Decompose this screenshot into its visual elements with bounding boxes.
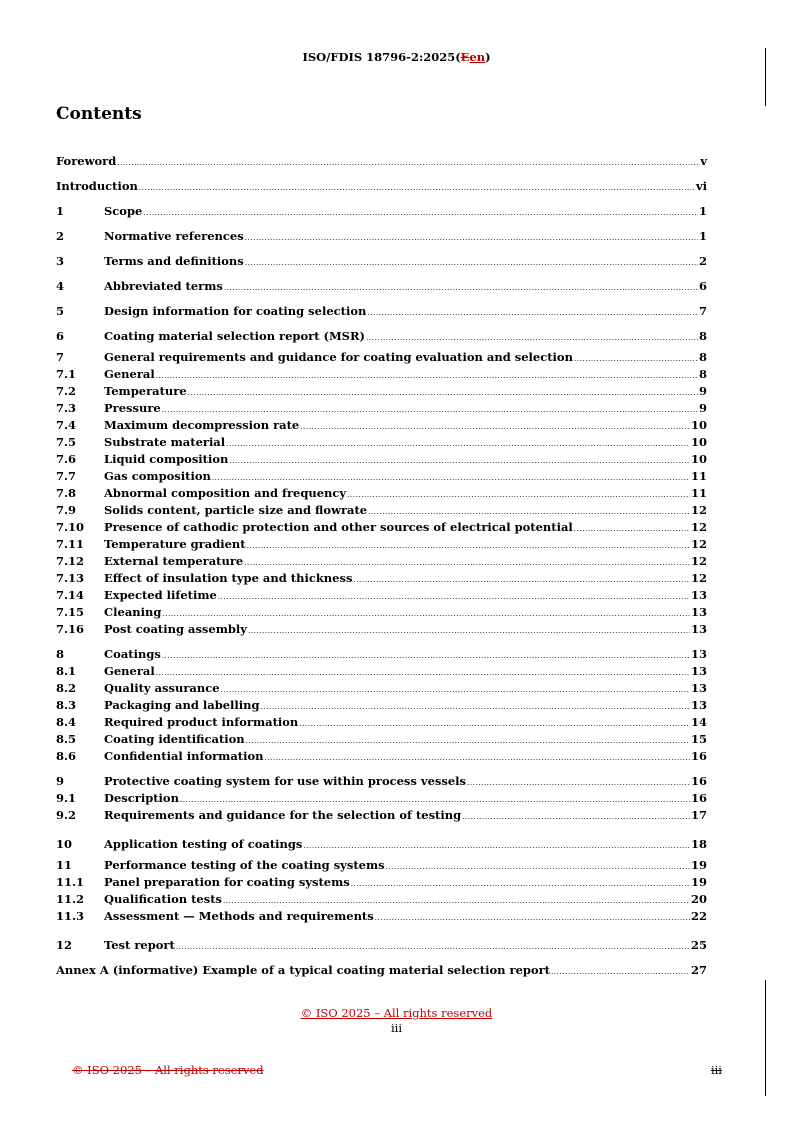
toc-leader-dots xyxy=(224,276,698,301)
toc-entry-number: 8.2 xyxy=(56,681,77,695)
toc-entry-page: 12 xyxy=(690,520,707,534)
toc-entry-number: 9.2 xyxy=(56,808,77,822)
toc-leader-dots xyxy=(265,750,690,767)
toc-entry[interactable] xyxy=(56,680,707,697)
toc-entry-page: 12 xyxy=(690,571,707,585)
toc-entry-number: 9.1 xyxy=(56,791,77,805)
toc-leader-dots xyxy=(366,326,698,351)
toc-leader-dots xyxy=(551,960,690,985)
toc-entry-number: 11.2 xyxy=(56,892,85,906)
toc-entry-title: Description xyxy=(104,791,179,805)
toc-entry-title: Performance testing of the coating systems xyxy=(104,858,385,872)
toc-entry-title: Assessment — Methods and requirements xyxy=(104,909,374,923)
table-of-contents xyxy=(56,149,707,983)
toc-entry-page: 20 xyxy=(690,892,707,906)
toc-entry-title: Introduction xyxy=(56,179,138,193)
toc-entry-number: 7.11 xyxy=(56,537,85,551)
toc-entry-title: External temperature xyxy=(104,554,244,568)
toc-leader-dots xyxy=(188,385,698,402)
toc-entry-page: 16 xyxy=(690,749,707,763)
toc-entry-number: 12 xyxy=(56,938,73,952)
toc-entry-number: 7.2 xyxy=(56,384,77,398)
toc-entry-page: 11 xyxy=(690,469,707,483)
toc-entry-number: 11.3 xyxy=(56,909,85,923)
toc-entry-number: 7.9 xyxy=(56,503,77,517)
toc-entry-title: Test report xyxy=(104,938,175,952)
toc-entry-page: 12 xyxy=(690,503,707,517)
toc-entry-page: 10 xyxy=(690,418,707,432)
toc-entry[interactable] xyxy=(56,519,707,536)
toc-entry[interactable] xyxy=(56,249,707,274)
toc-entry-number: 7.7 xyxy=(56,469,77,483)
toc-entry-page: 10 xyxy=(690,435,707,449)
toc-entry[interactable] xyxy=(56,417,707,434)
toc-entry[interactable] xyxy=(56,383,707,400)
toc-entry-page: 16 xyxy=(690,791,707,805)
toc-entry-number: 8.5 xyxy=(56,732,77,746)
toc-entry-title: Design information for coating selection xyxy=(104,304,367,318)
footer-copyright-inserted: © ISO 2025 – All rights reserved xyxy=(300,1006,493,1020)
toc-entry[interactable] xyxy=(56,324,707,349)
toc-entry-number: 7.4 xyxy=(56,418,77,432)
toc-entry[interactable] xyxy=(56,366,707,383)
toc-entry-page: 25 xyxy=(690,938,707,952)
toc-entry-number: 7.15 xyxy=(56,605,85,619)
toc-entry-title: General xyxy=(104,367,155,381)
toc-entry-title: General xyxy=(104,664,155,678)
toc-entry-title: Gas composition xyxy=(104,469,211,483)
toc-leader-dots xyxy=(218,589,690,606)
toc-entry-page: 13 xyxy=(690,647,707,661)
toc-entry-title: Protective coating system for use within process vessels xyxy=(104,774,466,788)
toc-entry[interactable] xyxy=(56,933,707,958)
toc-entry-page: 1 xyxy=(698,229,707,243)
toc-entry-title: Temperature gradient xyxy=(104,537,246,551)
toc-entry-title: Abbreviated terms xyxy=(104,279,223,293)
page-title: Contents xyxy=(56,104,142,124)
toc-entry-page: 12 xyxy=(690,537,707,551)
toc-leader-dots xyxy=(156,368,698,385)
toc-entry-number: 7.14 xyxy=(56,588,85,602)
toc-leader-dots xyxy=(261,699,690,716)
toc-entry-number: 7 xyxy=(56,350,65,364)
toc-leader-dots xyxy=(176,935,690,960)
document-header xyxy=(0,50,793,64)
toc-entry-page: 8 xyxy=(698,350,707,364)
toc-entry[interactable] xyxy=(56,908,707,925)
toc-entry-title: Presence of cathodic protection and other sources of electrical potential xyxy=(104,520,573,534)
toc-entry[interactable] xyxy=(56,199,707,224)
toc-entry[interactable] xyxy=(56,731,707,748)
toc-entry[interactable] xyxy=(56,451,707,468)
toc-entry-number: 8.4 xyxy=(56,715,77,729)
toc-leader-dots xyxy=(245,251,698,276)
toc-entry[interactable] xyxy=(56,663,707,680)
toc-entry-number: 7.6 xyxy=(56,452,77,466)
toc-entry-title: Requirements and guidance for the selection of testing xyxy=(104,808,462,822)
toc-leader-dots xyxy=(367,301,698,326)
toc-entry-page: 2 xyxy=(698,254,707,268)
toc-entry-page: 12 xyxy=(690,554,707,568)
toc-entry[interactable] xyxy=(56,400,707,417)
toc-entry[interactable] xyxy=(56,646,707,663)
toc-leader-dots xyxy=(300,419,690,436)
toc-leader-dots xyxy=(347,487,690,504)
toc-entry-number: 2 xyxy=(56,229,65,243)
toc-entry-page: 13 xyxy=(690,681,707,695)
toc-entry-page: 13 xyxy=(690,664,707,678)
toc-entry-title: Coating identification xyxy=(104,732,245,746)
toc-entry-number: 8.6 xyxy=(56,749,77,763)
toc-entry-page: 15 xyxy=(690,732,707,746)
toc-leader-dots xyxy=(246,733,690,750)
footer-revised xyxy=(0,1006,793,1036)
footer-page-number: iii xyxy=(390,1021,403,1035)
toc-entry-number: 11.1 xyxy=(56,875,85,889)
toc-entry[interactable] xyxy=(56,748,707,765)
toc-entry[interactable] xyxy=(56,891,707,908)
toc-entry-title: Foreword xyxy=(56,154,117,168)
toc-entry[interactable] xyxy=(56,174,707,199)
toc-entry[interactable] xyxy=(56,697,707,714)
toc-entry-page: 14 xyxy=(690,715,707,729)
toc-entry-page: 13 xyxy=(690,605,707,619)
toc-entry-number: 10 xyxy=(56,837,73,851)
header-suffix: ) xyxy=(485,50,491,64)
toc-leader-dots xyxy=(245,226,698,251)
toc-entry[interactable] xyxy=(56,224,707,249)
toc-entry-page: 22 xyxy=(690,909,707,923)
toc-entry-title: Pressure xyxy=(104,401,161,415)
toc-entry-title: Terms and definitions xyxy=(104,254,244,268)
toc-entry[interactable] xyxy=(56,468,707,485)
toc-entry-page: 16 xyxy=(690,774,707,788)
toc-entry-title: Temperature xyxy=(104,384,187,398)
toc-entry-title: Substrate material xyxy=(104,435,226,449)
toc-leader-dots xyxy=(221,682,690,699)
toc-entry-number: 7.1 xyxy=(56,367,77,381)
toc-entry-title: Expected lifetime xyxy=(104,588,217,602)
toc-leader-dots xyxy=(303,834,690,859)
toc-entry-title: Application testing of coatings xyxy=(104,837,303,851)
toc-entry-number: 8.3 xyxy=(56,698,77,712)
toc-leader-dots xyxy=(353,572,690,589)
toc-entry-page: v xyxy=(700,154,707,168)
toc-leader-dots xyxy=(247,538,690,555)
toc-leader-dots xyxy=(574,521,690,538)
toc-entry[interactable] xyxy=(56,874,707,891)
toc-entry[interactable] xyxy=(56,773,707,790)
toc-entry-title: Coating material selection report (MSR) xyxy=(104,329,365,343)
toc-entry-title: Cleaning xyxy=(104,605,162,619)
toc-entry-number: 1 xyxy=(56,204,65,218)
header-deleted-text: E xyxy=(460,50,470,64)
toc-entry-title: Quality assurance xyxy=(104,681,220,695)
toc-entry[interactable] xyxy=(56,570,707,587)
toc-entry[interactable] xyxy=(56,536,707,553)
toc-leader-dots xyxy=(574,351,698,368)
toc-leader-dots xyxy=(467,775,690,792)
toc-leader-dots xyxy=(143,201,698,226)
toc-entry-page: 19 xyxy=(690,875,707,889)
toc-entry-title: Solids content, particle size and flowrate xyxy=(104,503,368,517)
header-prefix: ISO/FDIS 18796-2:2025( xyxy=(302,50,461,64)
toc-entry-number: 7.16 xyxy=(56,622,85,636)
toc-entry-number: 7.13 xyxy=(56,571,85,585)
toc-entry[interactable] xyxy=(56,299,707,324)
toc-entry-title: Abnormal composition and frequency xyxy=(104,486,347,500)
toc-entry-title: Maximum decompression rate xyxy=(104,418,300,432)
toc-entry-title: Confidential information xyxy=(104,749,264,763)
toc-entry-page: 27 xyxy=(690,963,707,977)
toc-leader-dots xyxy=(156,665,690,682)
header-inserted-text: en xyxy=(469,50,486,64)
toc-entry-title: Packaging and labelling xyxy=(104,698,260,712)
toc-entry-page: 13 xyxy=(690,622,707,636)
toc-entry[interactable] xyxy=(56,832,707,857)
toc-entry-page: 9 xyxy=(698,401,707,415)
toc-entry-title: Qualification tests xyxy=(104,892,222,906)
toc-entry-page: 1 xyxy=(698,204,707,218)
toc-entry-number: 3 xyxy=(56,254,65,268)
toc-entry-page: 17 xyxy=(690,808,707,822)
toc-leader-dots xyxy=(462,809,690,826)
toc-leader-dots xyxy=(386,859,690,876)
toc-entry-title: Required product information xyxy=(104,715,299,729)
toc-leader-dots xyxy=(229,453,690,470)
toc-entry[interactable] xyxy=(56,485,707,502)
toc-entry-title: Coatings xyxy=(104,647,161,661)
toc-leader-dots xyxy=(299,716,690,733)
toc-leader-dots xyxy=(226,436,690,453)
footer-page-number-deleted: iii xyxy=(710,1063,722,1077)
toc-entry[interactable] xyxy=(56,790,707,807)
toc-entry-page: 19 xyxy=(690,858,707,872)
toc-entry[interactable] xyxy=(56,434,707,451)
toc-entry-title: Liquid composition xyxy=(104,452,229,466)
toc-leader-dots xyxy=(351,876,690,893)
toc-entry-page: 10 xyxy=(690,452,707,466)
toc-entry[interactable] xyxy=(56,274,707,299)
toc-entry[interactable] xyxy=(56,349,707,366)
toc-leader-dots xyxy=(248,623,690,640)
toc-entry[interactable] xyxy=(56,958,707,983)
toc-entry-title: Normative references xyxy=(104,229,244,243)
toc-entry-title: Annex A (informative) Example of a typical coating material selection report xyxy=(56,963,550,977)
toc-leader-dots xyxy=(375,910,690,927)
toc-entry-number: 7.8 xyxy=(56,486,77,500)
toc-entry-number: 7.12 xyxy=(56,554,85,568)
toc-entry[interactable] xyxy=(56,621,707,638)
toc-entry-number: 7.5 xyxy=(56,435,77,449)
toc-entry-page: 9 xyxy=(698,384,707,398)
toc-entry-number: 7.10 xyxy=(56,520,85,534)
toc-entry-page: vi xyxy=(695,179,707,193)
toc-entry-number: 5 xyxy=(56,304,65,318)
toc-entry-page: 8 xyxy=(698,329,707,343)
toc-entry[interactable] xyxy=(56,149,707,174)
toc-entry-number: 8 xyxy=(56,647,65,661)
toc-entry-page: 8 xyxy=(698,367,707,381)
toc-leader-dots xyxy=(139,176,695,201)
toc-entry-page: 11 xyxy=(690,486,707,500)
toc-entry-title: Post coating assembly xyxy=(104,622,247,636)
toc-entry[interactable] xyxy=(56,807,707,824)
toc-entry-page: 7 xyxy=(698,304,707,318)
toc-leader-dots xyxy=(162,648,690,665)
toc-entry[interactable] xyxy=(56,857,707,874)
toc-entry[interactable] xyxy=(56,502,707,519)
toc-entry-title: Effect of insulation type and thickness xyxy=(104,571,353,585)
toc-entry-page: 18 xyxy=(690,837,707,851)
toc-entry-page: 13 xyxy=(690,588,707,602)
toc-entry-number: 8.1 xyxy=(56,664,77,678)
footer-copyright-deleted: © ISO 2025 – All rights reserved xyxy=(72,1063,264,1077)
toc-entry-number: 11 xyxy=(56,858,73,872)
toc-entry-title: Scope xyxy=(104,204,143,218)
toc-leader-dots xyxy=(117,151,699,176)
toc-entry[interactable] xyxy=(56,553,707,570)
toc-entry[interactable] xyxy=(56,604,707,621)
toc-entry[interactable] xyxy=(56,714,707,731)
footer-original xyxy=(72,1063,722,1077)
toc-entry-number: 6 xyxy=(56,329,65,343)
toc-entry-number: 4 xyxy=(56,279,65,293)
toc-entry-number: 9 xyxy=(56,774,65,788)
change-bar-bottom xyxy=(765,980,766,1096)
toc-entry-title: Panel preparation for coating systems xyxy=(104,875,350,889)
toc-entry-page: 13 xyxy=(690,698,707,712)
toc-entry-number: 7.3 xyxy=(56,401,77,415)
toc-entry-page: 6 xyxy=(698,279,707,293)
toc-entry-title: General requirements and guidance for coating evaluation and selection xyxy=(104,350,573,364)
toc-entry[interactable] xyxy=(56,587,707,604)
